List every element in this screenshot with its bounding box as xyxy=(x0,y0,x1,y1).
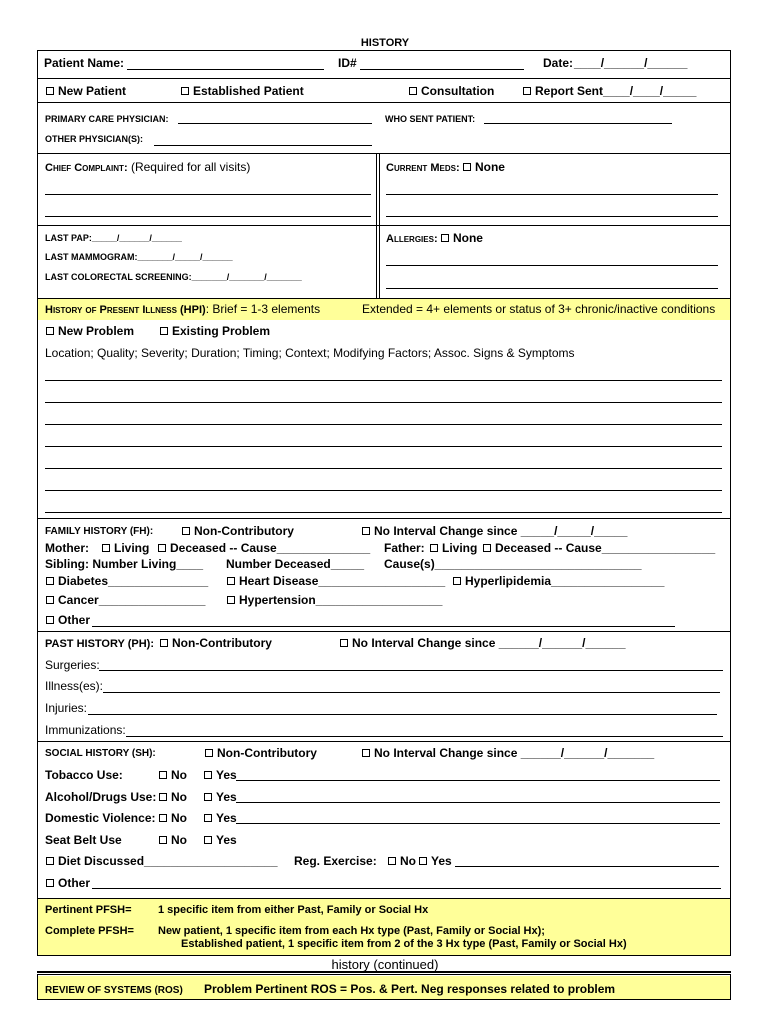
other-physician-field[interactable] xyxy=(154,145,372,146)
fh-noncontrib-label: Non-Contributory xyxy=(194,524,294,538)
tobacco-yes-checkbox[interactable] xyxy=(204,768,237,782)
pertinent-pfsh-label: Pertinent PFSH= xyxy=(45,904,132,916)
checkbox-icon[interactable] xyxy=(388,857,396,865)
mother-living-checkbox[interactable] xyxy=(102,541,149,555)
checkbox-icon[interactable] xyxy=(160,639,168,647)
ph-noncontrib-label: Non-Contributory xyxy=(172,636,272,650)
reg-exercise-label: Reg. Exercise: xyxy=(294,854,377,868)
mother-deceased-label: Deceased -- Cause______________ xyxy=(170,541,371,555)
consultation-label: Consultation xyxy=(421,84,495,98)
injuries-label: Injuries: xyxy=(45,701,88,715)
checkbox-icon[interactable] xyxy=(362,527,370,535)
ph-no-interval-checkbox[interactable] xyxy=(340,636,626,650)
checkbox-icon[interactable] xyxy=(46,857,54,865)
patient-name-label: Patient Name: xyxy=(44,56,125,70)
seatbelt-no-label: No xyxy=(171,833,187,847)
existing-problem-label: Existing Problem xyxy=(172,324,271,338)
exercise-yes-label: Yes xyxy=(431,854,452,868)
tobacco-no-checkbox[interactable] xyxy=(159,768,187,782)
sh-noncontrib-checkbox[interactable] xyxy=(205,746,317,760)
report-sent-date-field[interactable]: ____/____/_____ xyxy=(603,84,697,98)
domestic-line[interactable] xyxy=(236,823,720,824)
who-sent-label: WHO SENT PATIENT: xyxy=(385,114,476,124)
checkbox-icon[interactable] xyxy=(227,596,235,604)
divider xyxy=(37,102,731,103)
id-label: ID# xyxy=(338,56,357,70)
hpi-line[interactable] xyxy=(45,490,722,491)
past-history-label: PAST HISTORY (PH): xyxy=(45,638,154,650)
sibling-deceased-field[interactable]: Number Deceased_____ xyxy=(226,557,365,571)
fh-other-label: Other xyxy=(58,613,91,627)
sibling-causes-field[interactable]: Cause(s)_______________________________ xyxy=(384,557,642,571)
divider xyxy=(37,971,731,973)
fh-other-checkbox[interactable] xyxy=(46,613,90,627)
allergies-none-label: None xyxy=(452,231,483,245)
hpi-line[interactable] xyxy=(45,446,722,447)
complete-pfsh-text: New patient, 1 specific item from each Hx type (Past, Family or Social Hx); xyxy=(158,925,545,937)
ros-label: REVIEW OF SYSTEMS (ROS) xyxy=(45,985,183,996)
sh-no-interval-checkbox[interactable] xyxy=(362,746,654,760)
hypertension-label: Hypertension___________________ xyxy=(239,593,443,607)
illnesses-line[interactable] xyxy=(103,692,720,693)
chief-complaint-note: (Required for all visits) xyxy=(130,160,251,174)
domestic-no-label: No xyxy=(171,811,187,825)
tobacco-no-label: No xyxy=(171,768,187,782)
divider xyxy=(37,153,731,154)
date-label: Date: xyxy=(543,56,574,70)
sh-other-checkbox[interactable] xyxy=(46,876,90,890)
exercise-yes-checkbox[interactable] xyxy=(419,854,452,868)
new-patient-label: New Patient xyxy=(58,84,127,98)
id-field[interactable] xyxy=(360,69,524,70)
diet-discussed-label: Diet Discussed____________________ xyxy=(58,854,278,868)
checkbox-icon[interactable] xyxy=(204,793,212,801)
hyperlipidemia-label: Hyperlipidemia_________________ xyxy=(465,574,665,588)
chief-complaint-line[interactable] xyxy=(45,194,371,195)
seatbelt-yes-label: Yes xyxy=(216,833,237,847)
checkbox-icon[interactable] xyxy=(340,639,348,647)
meds-none-label: None xyxy=(474,160,505,174)
father-label: Father: xyxy=(384,541,425,555)
checkbox-icon[interactable] xyxy=(205,749,213,757)
fh-noncontrib-checkbox[interactable] xyxy=(182,524,294,538)
illnesses-label: Illness(es): xyxy=(45,679,104,693)
established-patient-label: Established Patient xyxy=(193,84,304,98)
exercise-line[interactable] xyxy=(455,866,719,867)
checkbox-icon[interactable] xyxy=(46,616,54,624)
chief-complaint-heading xyxy=(45,160,250,174)
primary-care-label: PRIMARY CARE PHYSICIAN: xyxy=(45,114,169,124)
complete-pfsh-label: Complete PFSH= xyxy=(45,925,134,937)
sibling-living-field[interactable]: Sibling: Number Living____ xyxy=(45,557,204,571)
allergies-line[interactable] xyxy=(386,288,718,289)
checkbox-icon[interactable] xyxy=(182,527,190,535)
checkbox-icon[interactable] xyxy=(181,87,189,95)
hpi-line[interactable] xyxy=(45,380,722,381)
diet-discussed-checkbox[interactable] xyxy=(46,854,278,868)
checkbox-icon[interactable] xyxy=(158,544,166,552)
patient-name-field[interactable] xyxy=(127,69,324,70)
current-meds-line[interactable] xyxy=(386,194,718,195)
established-patient-checkbox[interactable] xyxy=(181,84,304,98)
last-pap-field[interactable]: LAST PAP:_____/______/______ xyxy=(45,233,182,243)
fh-no-interval-checkbox[interactable] xyxy=(362,524,627,538)
checkbox-icon[interactable] xyxy=(46,87,54,95)
checkbox-icon[interactable] xyxy=(159,771,167,779)
other-physician-label: OTHER PHYSICIAN(S): xyxy=(45,134,144,144)
cancer-checkbox[interactable] xyxy=(46,593,205,607)
heart-disease-label: Heart Disease___________________ xyxy=(239,574,446,588)
existing-problem-checkbox[interactable] xyxy=(160,324,270,338)
checkbox-icon[interactable] xyxy=(46,327,54,335)
hpi-elements-text: Location; Quality; Severity; Duration; Timing; Context; Modifying Factors; Assoc. Signs & Symptoms xyxy=(45,346,575,360)
checkbox-icon[interactable] xyxy=(46,879,54,887)
checkbox-icon[interactable] xyxy=(160,327,168,335)
domestic-yes-checkbox[interactable] xyxy=(204,811,237,825)
sh-noncontrib-label: Non-Contributory xyxy=(217,746,317,760)
history-continued-heading: history (continued) xyxy=(331,957,439,972)
report-sent-label: Report Sent xyxy=(535,84,604,98)
chief-complaint-line[interactable] xyxy=(45,216,371,217)
domestic-no-checkbox[interactable] xyxy=(159,811,187,825)
seatbelt-yes-checkbox[interactable] xyxy=(204,833,237,847)
hpi-brief: : Brief = 1-3 elements xyxy=(205,302,321,316)
father-living-checkbox[interactable] xyxy=(430,541,477,555)
hpi-line[interactable] xyxy=(45,468,722,469)
tobacco-line[interactable] xyxy=(236,780,720,781)
hpi-line[interactable] xyxy=(45,424,722,425)
divider xyxy=(37,741,731,742)
surgeries-label: Surgeries: xyxy=(45,658,100,672)
exercise-no-checkbox[interactable] xyxy=(388,854,416,868)
allergies-label: Allergies: xyxy=(386,233,438,245)
seat-belt-label: Seat Belt Use xyxy=(45,833,122,847)
mother-deceased-checkbox[interactable] xyxy=(158,541,370,555)
meds-none-checkbox[interactable] xyxy=(463,160,505,174)
father-deceased-label: Deceased -- Cause_________________ xyxy=(495,541,716,555)
checkbox-icon[interactable] xyxy=(204,836,212,844)
hpi-heading xyxy=(45,302,320,316)
divider xyxy=(37,225,731,226)
mother-label: Mother: xyxy=(45,541,89,555)
checkbox-icon[interactable] xyxy=(441,234,449,242)
chief-complaint-label: Chief Complaint: xyxy=(45,162,128,174)
new-problem-checkbox[interactable] xyxy=(46,324,134,338)
current-meds-line[interactable] xyxy=(386,216,718,217)
alcohol-yes-label: Yes xyxy=(216,790,237,804)
alcohol-line[interactable] xyxy=(236,802,720,803)
page-title: HISTORY xyxy=(360,37,410,49)
checkbox-icon[interactable] xyxy=(409,87,417,95)
hpi-extended: Extended = 4+ elements or status of 3+ chronic/inactive conditions xyxy=(362,302,716,316)
ros-heading xyxy=(45,982,183,996)
divider xyxy=(37,898,731,899)
consultation-checkbox[interactable] xyxy=(409,84,494,98)
exercise-no-label: No xyxy=(400,854,416,868)
tobacco-label: Tobacco Use: xyxy=(45,768,123,782)
new-patient-checkbox[interactable] xyxy=(46,84,126,98)
checkbox-icon[interactable] xyxy=(204,771,212,779)
checkbox-icon[interactable] xyxy=(102,544,110,552)
last-colorectal-field[interactable]: LAST COLORECTAL SCREENING:_______/_______/_______ xyxy=(45,272,302,282)
primary-care-field[interactable] xyxy=(178,123,372,124)
complete-pfsh-text-2: Established patient, 1 specific item from 2 of the 3 Hx type (Past, Family or Social Hx) xyxy=(181,938,627,950)
checkbox-icon[interactable] xyxy=(419,857,427,865)
immunizations-label: Immunizations: xyxy=(45,723,126,737)
ph-noncontrib-checkbox[interactable] xyxy=(160,636,272,650)
divider xyxy=(37,631,731,632)
diabetes-label: Diabetes_______________ xyxy=(58,574,209,588)
hpi-label: History of Present Illness (HPI) xyxy=(45,304,206,316)
divider xyxy=(37,518,731,519)
column-divider xyxy=(379,153,380,298)
cancer-label: Cancer________________ xyxy=(58,593,206,607)
checkbox-icon[interactable] xyxy=(430,544,438,552)
new-problem-label: New Problem xyxy=(58,324,135,338)
ros-text: Problem Pertinent ROS = Pos. & Pert. Neg responses related to problem xyxy=(204,982,616,996)
ph-no-interval-label: No Interval Change since ______/______/______ xyxy=(352,636,626,650)
checkbox-icon[interactable] xyxy=(227,577,235,585)
sh-other-line[interactable] xyxy=(92,888,721,889)
father-deceased-checkbox[interactable] xyxy=(483,541,715,555)
social-history-label: SOCIAL HISTORY (SH): xyxy=(45,748,156,759)
pertinent-pfsh-text: 1 specific item from either Past, Family or Social Hx xyxy=(158,904,429,916)
tobacco-yes-label: Yes xyxy=(216,768,237,782)
past-history-heading xyxy=(45,636,154,650)
alcohol-label: Alcohol/Drugs Use: xyxy=(45,790,157,804)
mother-living-label: Living xyxy=(114,541,150,555)
hyperlipidemia-checkbox[interactable] xyxy=(453,574,664,588)
checkbox-icon[interactable] xyxy=(463,163,471,171)
immunizations-line[interactable] xyxy=(126,736,723,737)
alcohol-no-checkbox[interactable] xyxy=(159,790,187,804)
seatbelt-no-checkbox[interactable] xyxy=(159,833,187,847)
diabetes-checkbox[interactable] xyxy=(46,574,208,588)
alcohol-yes-checkbox[interactable] xyxy=(204,790,237,804)
domestic-violence-label: Domestic Violence: xyxy=(45,811,156,825)
column-divider xyxy=(376,153,377,298)
alcohol-no-label: No xyxy=(171,790,187,804)
domestic-yes-label: Yes xyxy=(216,811,237,825)
family-history-label: FAMILY HISTORY (FH): xyxy=(45,526,154,537)
checkbox-icon[interactable] xyxy=(46,596,54,604)
checkbox-icon[interactable] xyxy=(159,793,167,801)
checkbox-icon[interactable] xyxy=(46,577,54,585)
divider xyxy=(37,298,731,299)
hpi-line[interactable] xyxy=(45,402,722,403)
current-meds-heading xyxy=(386,160,505,174)
father-living-label: Living xyxy=(442,541,478,555)
checkbox-icon[interactable] xyxy=(204,814,212,822)
report-sent-checkbox[interactable] xyxy=(523,84,696,98)
heart-disease-checkbox[interactable] xyxy=(227,574,445,588)
surgeries-line[interactable] xyxy=(99,670,723,671)
checkbox-icon[interactable] xyxy=(483,544,491,552)
checkbox-icon[interactable] xyxy=(523,87,531,95)
checkbox-icon[interactable] xyxy=(362,749,370,757)
date-field[interactable]: ____/______/______ xyxy=(574,56,688,70)
sh-no-interval-label: No Interval Change since ______/______/_______ xyxy=(374,746,655,760)
fh-other-line[interactable] xyxy=(92,626,675,627)
hpi-line[interactable] xyxy=(45,512,722,513)
last-mammogram-field[interactable]: LAST MAMMOGRAM:_______/_____/______ xyxy=(45,252,233,262)
current-meds-label: Current Meds: xyxy=(386,162,460,174)
checkbox-icon[interactable] xyxy=(453,577,461,585)
fh-no-interval-label: No Interval Change since _____/_____/_____ xyxy=(374,524,628,538)
sh-other-label: Other xyxy=(58,876,91,890)
checkbox-icon[interactable] xyxy=(159,836,167,844)
allergies-heading xyxy=(386,231,483,245)
injuries-line[interactable] xyxy=(88,714,717,715)
allergies-none-checkbox[interactable] xyxy=(441,231,483,245)
divider xyxy=(37,78,731,79)
allergies-line[interactable] xyxy=(386,265,718,266)
checkbox-icon[interactable] xyxy=(159,814,167,822)
who-sent-field[interactable] xyxy=(484,123,672,124)
hypertension-checkbox[interactable] xyxy=(227,593,442,607)
